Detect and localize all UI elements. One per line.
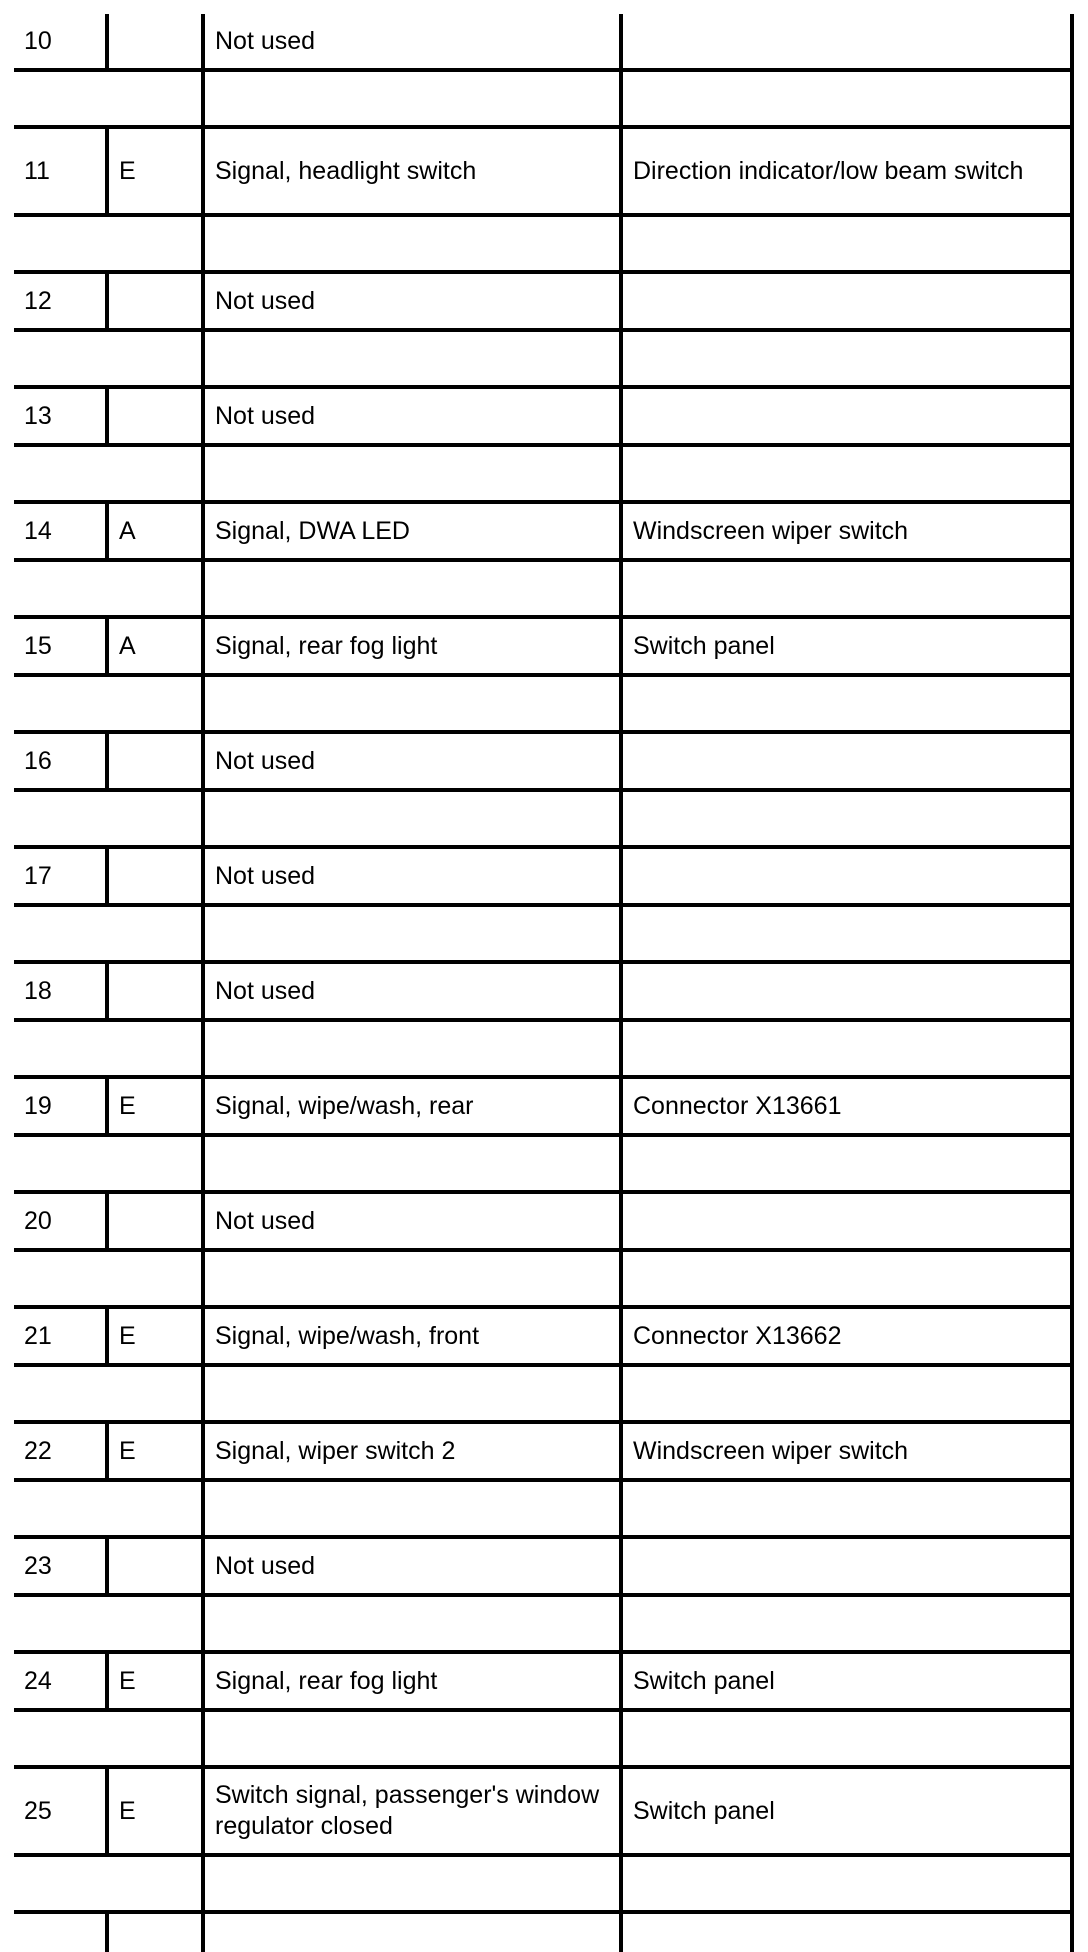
spacer-cell <box>109 1367 205 1420</box>
connects-to-cell <box>623 274 1074 328</box>
connects-to-cell <box>623 964 1074 1018</box>
spacer-cell <box>623 792 1074 845</box>
spacer-cell <box>205 677 623 730</box>
signal-type-cell: E <box>109 1769 205 1853</box>
signal-type-cell <box>109 1194 205 1248</box>
spacer-cell <box>14 907 109 960</box>
pin-number-cell: 14 <box>14 504 109 558</box>
spacer-cell <box>623 1712 1074 1765</box>
spacer-row <box>14 1593 1074 1650</box>
spacer-cell <box>205 447 623 500</box>
empty-cell <box>205 1914 623 1952</box>
function-cell: Not used <box>205 14 623 68</box>
spacer-cell <box>623 1857 1074 1910</box>
table-row <box>14 960 1074 1018</box>
table-row <box>14 1535 1074 1593</box>
spacer-row <box>14 1708 1074 1765</box>
table-row <box>14 1765 1074 1853</box>
spacer-cell <box>623 332 1074 385</box>
table-row <box>14 730 1074 788</box>
spacer-cell <box>623 1482 1074 1535</box>
table-row <box>14 1190 1074 1248</box>
spacer-cell <box>623 562 1074 615</box>
spacer-cell <box>109 447 205 500</box>
pin-number-cell: 16 <box>14 734 109 788</box>
signal-type-cell <box>109 1539 205 1593</box>
spacer-cell <box>14 1137 109 1190</box>
function-cell: Signal, headlight switch <box>205 129 623 213</box>
spacer-cell <box>109 1597 205 1650</box>
spacer-cell <box>14 1712 109 1765</box>
spacer-cell <box>623 217 1074 270</box>
function-cell: Not used <box>205 1194 623 1248</box>
pin-assignment-table <box>14 14 1074 1952</box>
pin-number-cell: 21 <box>14 1309 109 1363</box>
function-cell: Signal, DWA LED <box>205 504 623 558</box>
spacer-row <box>14 673 1074 730</box>
pin-number-cell: 15 <box>14 619 109 673</box>
spacer-cell <box>14 1482 109 1535</box>
spacer-cell <box>109 562 205 615</box>
spacer-row <box>14 1018 1074 1075</box>
function-cell: Not used <box>205 734 623 788</box>
table-row <box>14 1420 1074 1478</box>
signal-type-cell: E <box>109 129 205 213</box>
pin-number-cell: 19 <box>14 1079 109 1133</box>
connects-to-cell <box>623 389 1074 443</box>
signal-type-cell: A <box>109 504 205 558</box>
spacer-cell <box>623 1022 1074 1075</box>
pin-number-cell: 24 <box>14 1654 109 1708</box>
spacer-cell <box>109 1252 205 1305</box>
spacer-cell <box>14 1857 109 1910</box>
pin-number-cell: 10 <box>14 14 109 68</box>
spacer-row <box>14 788 1074 845</box>
spacer-cell <box>205 332 623 385</box>
connects-to-cell: Direction indicator/low beam switch <box>623 129 1074 213</box>
spacer-cell <box>109 1137 205 1190</box>
spacer-row <box>14 1363 1074 1420</box>
empty-cell <box>623 1914 1074 1952</box>
spacer-cell <box>205 562 623 615</box>
spacer-cell <box>205 907 623 960</box>
spacer-cell <box>623 907 1074 960</box>
spacer-cell <box>109 1712 205 1765</box>
pin-number-cell: 22 <box>14 1424 109 1478</box>
spacer-cell <box>109 332 205 385</box>
spacer-cell <box>14 1022 109 1075</box>
pin-number-cell: 12 <box>14 274 109 328</box>
spacer-cell <box>109 792 205 845</box>
spacer-cell <box>205 1597 623 1650</box>
spacer-row <box>14 903 1074 960</box>
spacer-cell <box>109 1482 205 1535</box>
spacer-row <box>14 558 1074 615</box>
spacer-row <box>14 1478 1074 1535</box>
connects-to-cell: Switch panel <box>623 1654 1074 1708</box>
function-cell: Signal, rear fog light <box>205 1654 623 1708</box>
spacer-cell <box>205 1367 623 1420</box>
spacer-cell <box>14 677 109 730</box>
pin-number-cell: 23 <box>14 1539 109 1593</box>
connects-to-cell: Connector X13662 <box>623 1309 1074 1363</box>
table-row <box>14 615 1074 673</box>
connects-to-cell: Windscreen wiper switch <box>623 504 1074 558</box>
pin-number-cell: 18 <box>14 964 109 1018</box>
spacer-cell <box>14 1367 109 1420</box>
connects-to-cell <box>623 1194 1074 1248</box>
spacer-row <box>14 1853 1074 1910</box>
empty-cell <box>14 1914 109 1952</box>
connects-to-cell <box>623 1539 1074 1593</box>
spacer-cell <box>109 217 205 270</box>
pin-number-cell: 11 <box>14 129 109 213</box>
function-cell: Not used <box>205 1539 623 1593</box>
table-row <box>14 270 1074 328</box>
signal-type-cell <box>109 389 205 443</box>
connects-to-cell: Windscreen wiper switch <box>623 1424 1074 1478</box>
pin-number-cell: 20 <box>14 1194 109 1248</box>
spacer-cell <box>205 792 623 845</box>
signal-type-cell: E <box>109 1424 205 1478</box>
connects-to-cell: Switch panel <box>623 1769 1074 1853</box>
table-row <box>14 500 1074 558</box>
spacer-cell <box>623 72 1074 125</box>
function-cell: Not used <box>205 964 623 1018</box>
spacer-cell <box>205 217 623 270</box>
spacer-cell <box>205 1022 623 1075</box>
spacer-cell <box>109 72 205 125</box>
spacer-cell <box>623 1597 1074 1650</box>
connects-to-cell: Connector X13661 <box>623 1079 1074 1133</box>
spacer-cell <box>14 1597 109 1650</box>
spacer-row <box>14 328 1074 385</box>
spacer-cell <box>623 1367 1074 1420</box>
table-row <box>14 845 1074 903</box>
spacer-cell <box>109 677 205 730</box>
connects-to-cell <box>623 14 1074 68</box>
table-row <box>14 385 1074 443</box>
table-row <box>14 1650 1074 1708</box>
pin-number-cell: 25 <box>14 1769 109 1853</box>
spacer-row <box>14 68 1074 125</box>
spacer-cell <box>623 447 1074 500</box>
spacer-cell <box>623 677 1074 730</box>
empty-cell <box>109 1914 205 1952</box>
function-cell: Signal, rear fog light <box>205 619 623 673</box>
spacer-cell <box>205 1482 623 1535</box>
spacer-cell <box>109 907 205 960</box>
signal-type-cell: E <box>109 1654 205 1708</box>
connects-to-cell: Switch panel <box>623 619 1074 673</box>
spacer-cell <box>14 792 109 845</box>
signal-type-cell: A <box>109 619 205 673</box>
spacer-cell <box>205 1857 623 1910</box>
spacer-row <box>14 1133 1074 1190</box>
function-cell: Not used <box>205 389 623 443</box>
spacer-cell <box>14 447 109 500</box>
spacer-cell <box>14 332 109 385</box>
spacer-cell <box>109 1857 205 1910</box>
table-row <box>14 1075 1074 1133</box>
function-cell: Not used <box>205 274 623 328</box>
function-cell: Not used <box>205 849 623 903</box>
spacer-cell <box>14 562 109 615</box>
signal-type-cell <box>109 849 205 903</box>
pin-number-cell: 13 <box>14 389 109 443</box>
spacer-cell <box>109 1022 205 1075</box>
pin-number-cell: 17 <box>14 849 109 903</box>
spacer-cell <box>623 1137 1074 1190</box>
spacer-row <box>14 443 1074 500</box>
spacer-cell <box>205 72 623 125</box>
signal-type-cell <box>109 14 205 68</box>
table-row <box>14 1305 1074 1363</box>
spacer-cell <box>205 1137 623 1190</box>
signal-type-cell: E <box>109 1309 205 1363</box>
spacer-cell <box>623 1252 1074 1305</box>
function-cell: Switch signal, passenger's window regulator closed <box>205 1769 623 1853</box>
table-row-partial <box>14 1910 1074 1952</box>
table-row <box>14 125 1074 213</box>
spacer-cell <box>205 1712 623 1765</box>
signal-type-cell <box>109 274 205 328</box>
spacer-row <box>14 213 1074 270</box>
signal-type-cell: E <box>109 1079 205 1133</box>
table-row <box>14 14 1074 68</box>
spacer-cell <box>205 1252 623 1305</box>
connects-to-cell <box>623 734 1074 788</box>
spacer-cell <box>14 72 109 125</box>
spacer-cell <box>14 217 109 270</box>
function-cell: Signal, wipe/wash, rear <box>205 1079 623 1133</box>
spacer-row <box>14 1248 1074 1305</box>
function-cell: Signal, wipe/wash, front <box>205 1309 623 1363</box>
signal-type-cell <box>109 964 205 1018</box>
connects-to-cell <box>623 849 1074 903</box>
function-cell: Signal, wiper switch 2 <box>205 1424 623 1478</box>
spacer-cell <box>14 1252 109 1305</box>
signal-type-cell <box>109 734 205 788</box>
